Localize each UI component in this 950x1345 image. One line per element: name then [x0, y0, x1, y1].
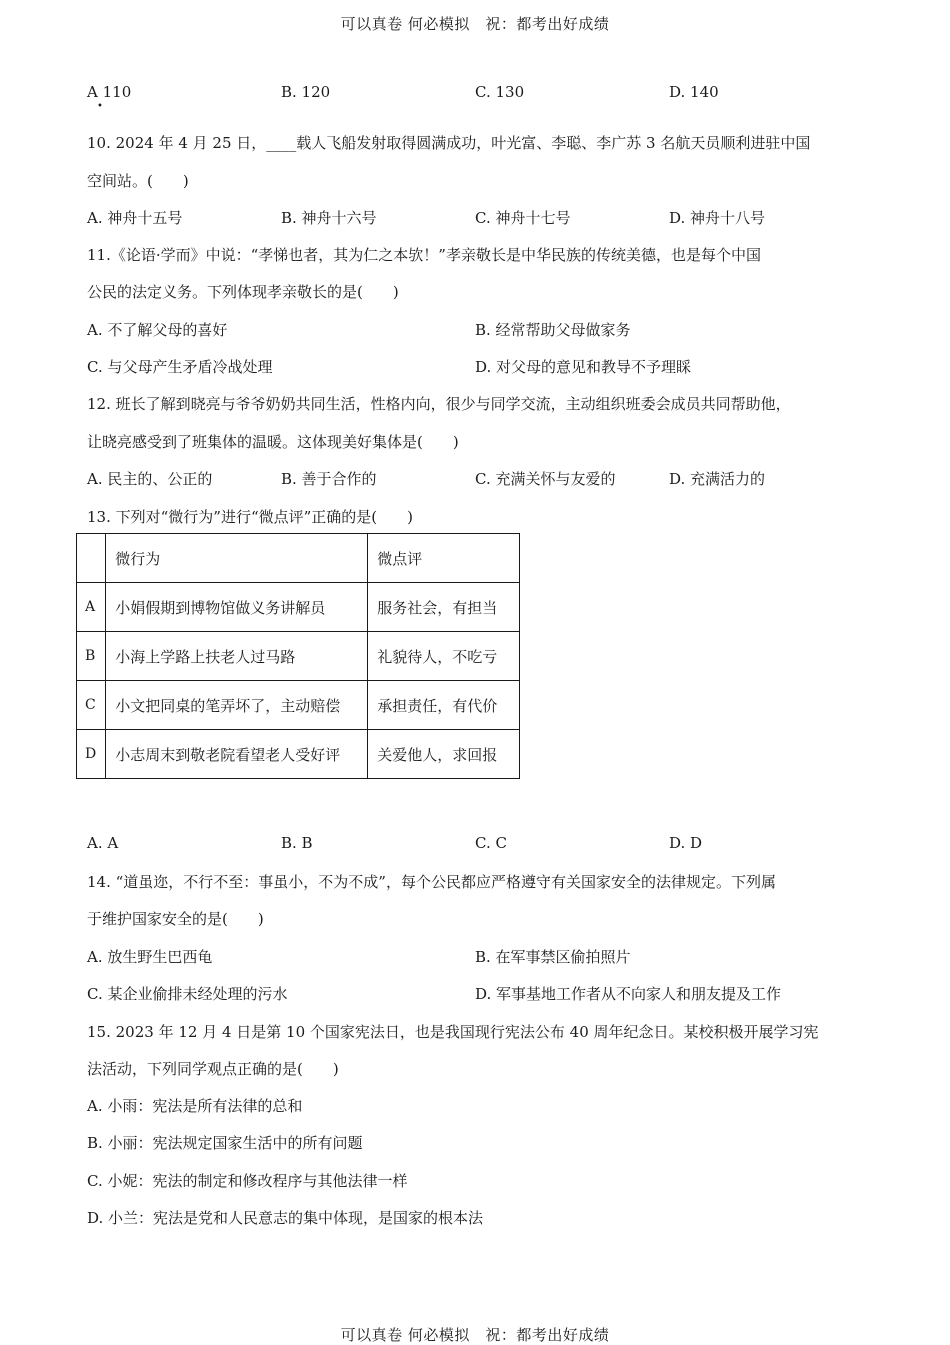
q12-option-c: C. 充满关怀与友爱的: [475, 470, 616, 488]
q14-option-d: D. 军事基地工作者从不向家人和朋友提及工作: [475, 985, 782, 1003]
page-header: 可以真卷 何必模拟 祝：都考出好成绩: [340, 15, 610, 33]
q12-option-a: A. 民主的、公正的: [87, 470, 213, 488]
q11-stem-line1: 11.《论语·学而》中说：“孝悌也者，其为仁之本欤！”孝亲敬长是中华民族的传统美德，也是每个中国: [87, 246, 761, 264]
table-cell: 关爱他人，求回报: [368, 730, 520, 779]
q9-option-d: D. 140: [669, 83, 719, 101]
table-cell: 小海上学路上扶老人过马路: [106, 632, 368, 681]
table-cell: 小娟假期到博物馆做义务讲解员: [106, 583, 368, 632]
q11-option-c: C. 与父母产生矛盾冷战处理: [87, 358, 273, 376]
q14-stem-line2: 于维护国家安全的是( ): [87, 910, 264, 928]
dot-mark: •: [97, 101, 103, 112]
table-cell: C: [77, 681, 106, 730]
q15-option-d: D. 小兰：宪法是党和人民意志的集中体现，是国家的根本法: [87, 1209, 484, 1227]
q14-option-b: B. 在军事禁区偷拍照片: [475, 948, 631, 966]
table-cell: 小志周末到敬老院看望老人受好评: [106, 730, 368, 779]
table-cell: 礼貌待人，不吃亏: [368, 632, 520, 681]
table-row: [77, 583, 520, 632]
q11-option-d: D. 对父母的意见和教导不予理睬: [475, 358, 692, 376]
table-header-cell: 微点评: [368, 534, 520, 583]
q13-option-b: B. B: [281, 834, 313, 852]
q11-stem-line2: 公民的法定义务。下列体现孝亲敬长的是( ): [87, 283, 399, 301]
q9-option-a: A 110: [87, 83, 132, 101]
q11-option-b: B. 经常帮助父母做家务: [475, 321, 631, 339]
q10-stem-line1: 10. 2024 年 4 月 25 日，____载人飞船发射取得圆满成功，叶光富、李聪、李广苏 3 名航天员顺利进驻中国: [87, 134, 811, 152]
table-header-row: [77, 534, 520, 583]
q12-stem-line1: 12. 班长了解到晓亮与爷爷奶奶共同生活，性格内向，很少与同学交流，主动组织班委会成员共同帮助他，: [87, 395, 791, 413]
q12-option-b: B. 善于合作的: [281, 470, 377, 488]
q9-option-b: B. 120: [281, 83, 331, 101]
q13-option-a: A. A: [87, 834, 119, 852]
q15-stem-line1: 15. 2023 年 12 月 4 日是第 10 个国家宪法日，也是我国现行宪法公布 40 周年纪念日。某校积极开展学习宪: [87, 1023, 819, 1041]
q15-option-a: A. 小雨：宪法是所有法律的总和: [87, 1097, 303, 1115]
table-row: [77, 681, 520, 730]
q10-stem-line2: 空间站。( ): [87, 172, 189, 190]
q14-stem-line1: 14. “道虽迩，不行不至：事虽小，不为不成”，每个公民都应严格遵守有关国家安全的法律规定。下列属: [87, 873, 776, 891]
q15-stem-line2: 法活动，下列同学观点正确的是( ): [87, 1060, 339, 1078]
q10-option-c: C. 神舟十七号: [475, 209, 571, 227]
table-row: [77, 632, 520, 681]
q10-option-a: A. 神舟十五号: [87, 209, 183, 227]
table-cell: D: [77, 730, 106, 779]
table-cell: A: [77, 583, 106, 632]
q11-option-a: A. 不了解父母的喜好: [87, 321, 228, 339]
q13-table: [76, 533, 520, 779]
table-row: [77, 730, 520, 779]
table-cell: 承担责任，有代价: [368, 681, 520, 730]
table-cell: B: [77, 632, 106, 681]
table-cell: 小文把同桌的笔弄坏了，主动赔偿: [106, 681, 368, 730]
q10-option-b: B. 神舟十六号: [281, 209, 377, 227]
q13-stem: 13. 下列对“微行为”进行“微点评”正确的是( ): [87, 508, 414, 526]
q10-option-d: D. 神舟十八号: [669, 209, 766, 227]
page-footer: 可以真卷 何必模拟 祝：都考出好成绩: [340, 1326, 610, 1344]
q12-option-d: D. 充满活力的: [669, 470, 766, 488]
q15-option-c: C. 小妮：宪法的制定和修改程序与其他法律一样: [87, 1172, 408, 1190]
q13-option-d: D. D: [669, 834, 703, 852]
q14-option-c: C. 某企业偷排未经处理的污水: [87, 985, 288, 1003]
table-cell: 服务社会，有担当: [368, 583, 520, 632]
q9-option-c: C. 130: [475, 83, 525, 101]
table-header-cell: 微行为: [106, 534, 368, 583]
q15-option-b: B. 小丽：宪法规定国家生活中的所有问题: [87, 1134, 363, 1152]
q12-stem-line2: 让晓亮感受到了班集体的温暖。这体现美好集体是( ): [87, 433, 459, 451]
table-header-cell: [77, 534, 106, 583]
q13-option-c: C. C: [475, 834, 507, 852]
q14-option-a: A. 放生野生巴西龟: [87, 948, 213, 966]
